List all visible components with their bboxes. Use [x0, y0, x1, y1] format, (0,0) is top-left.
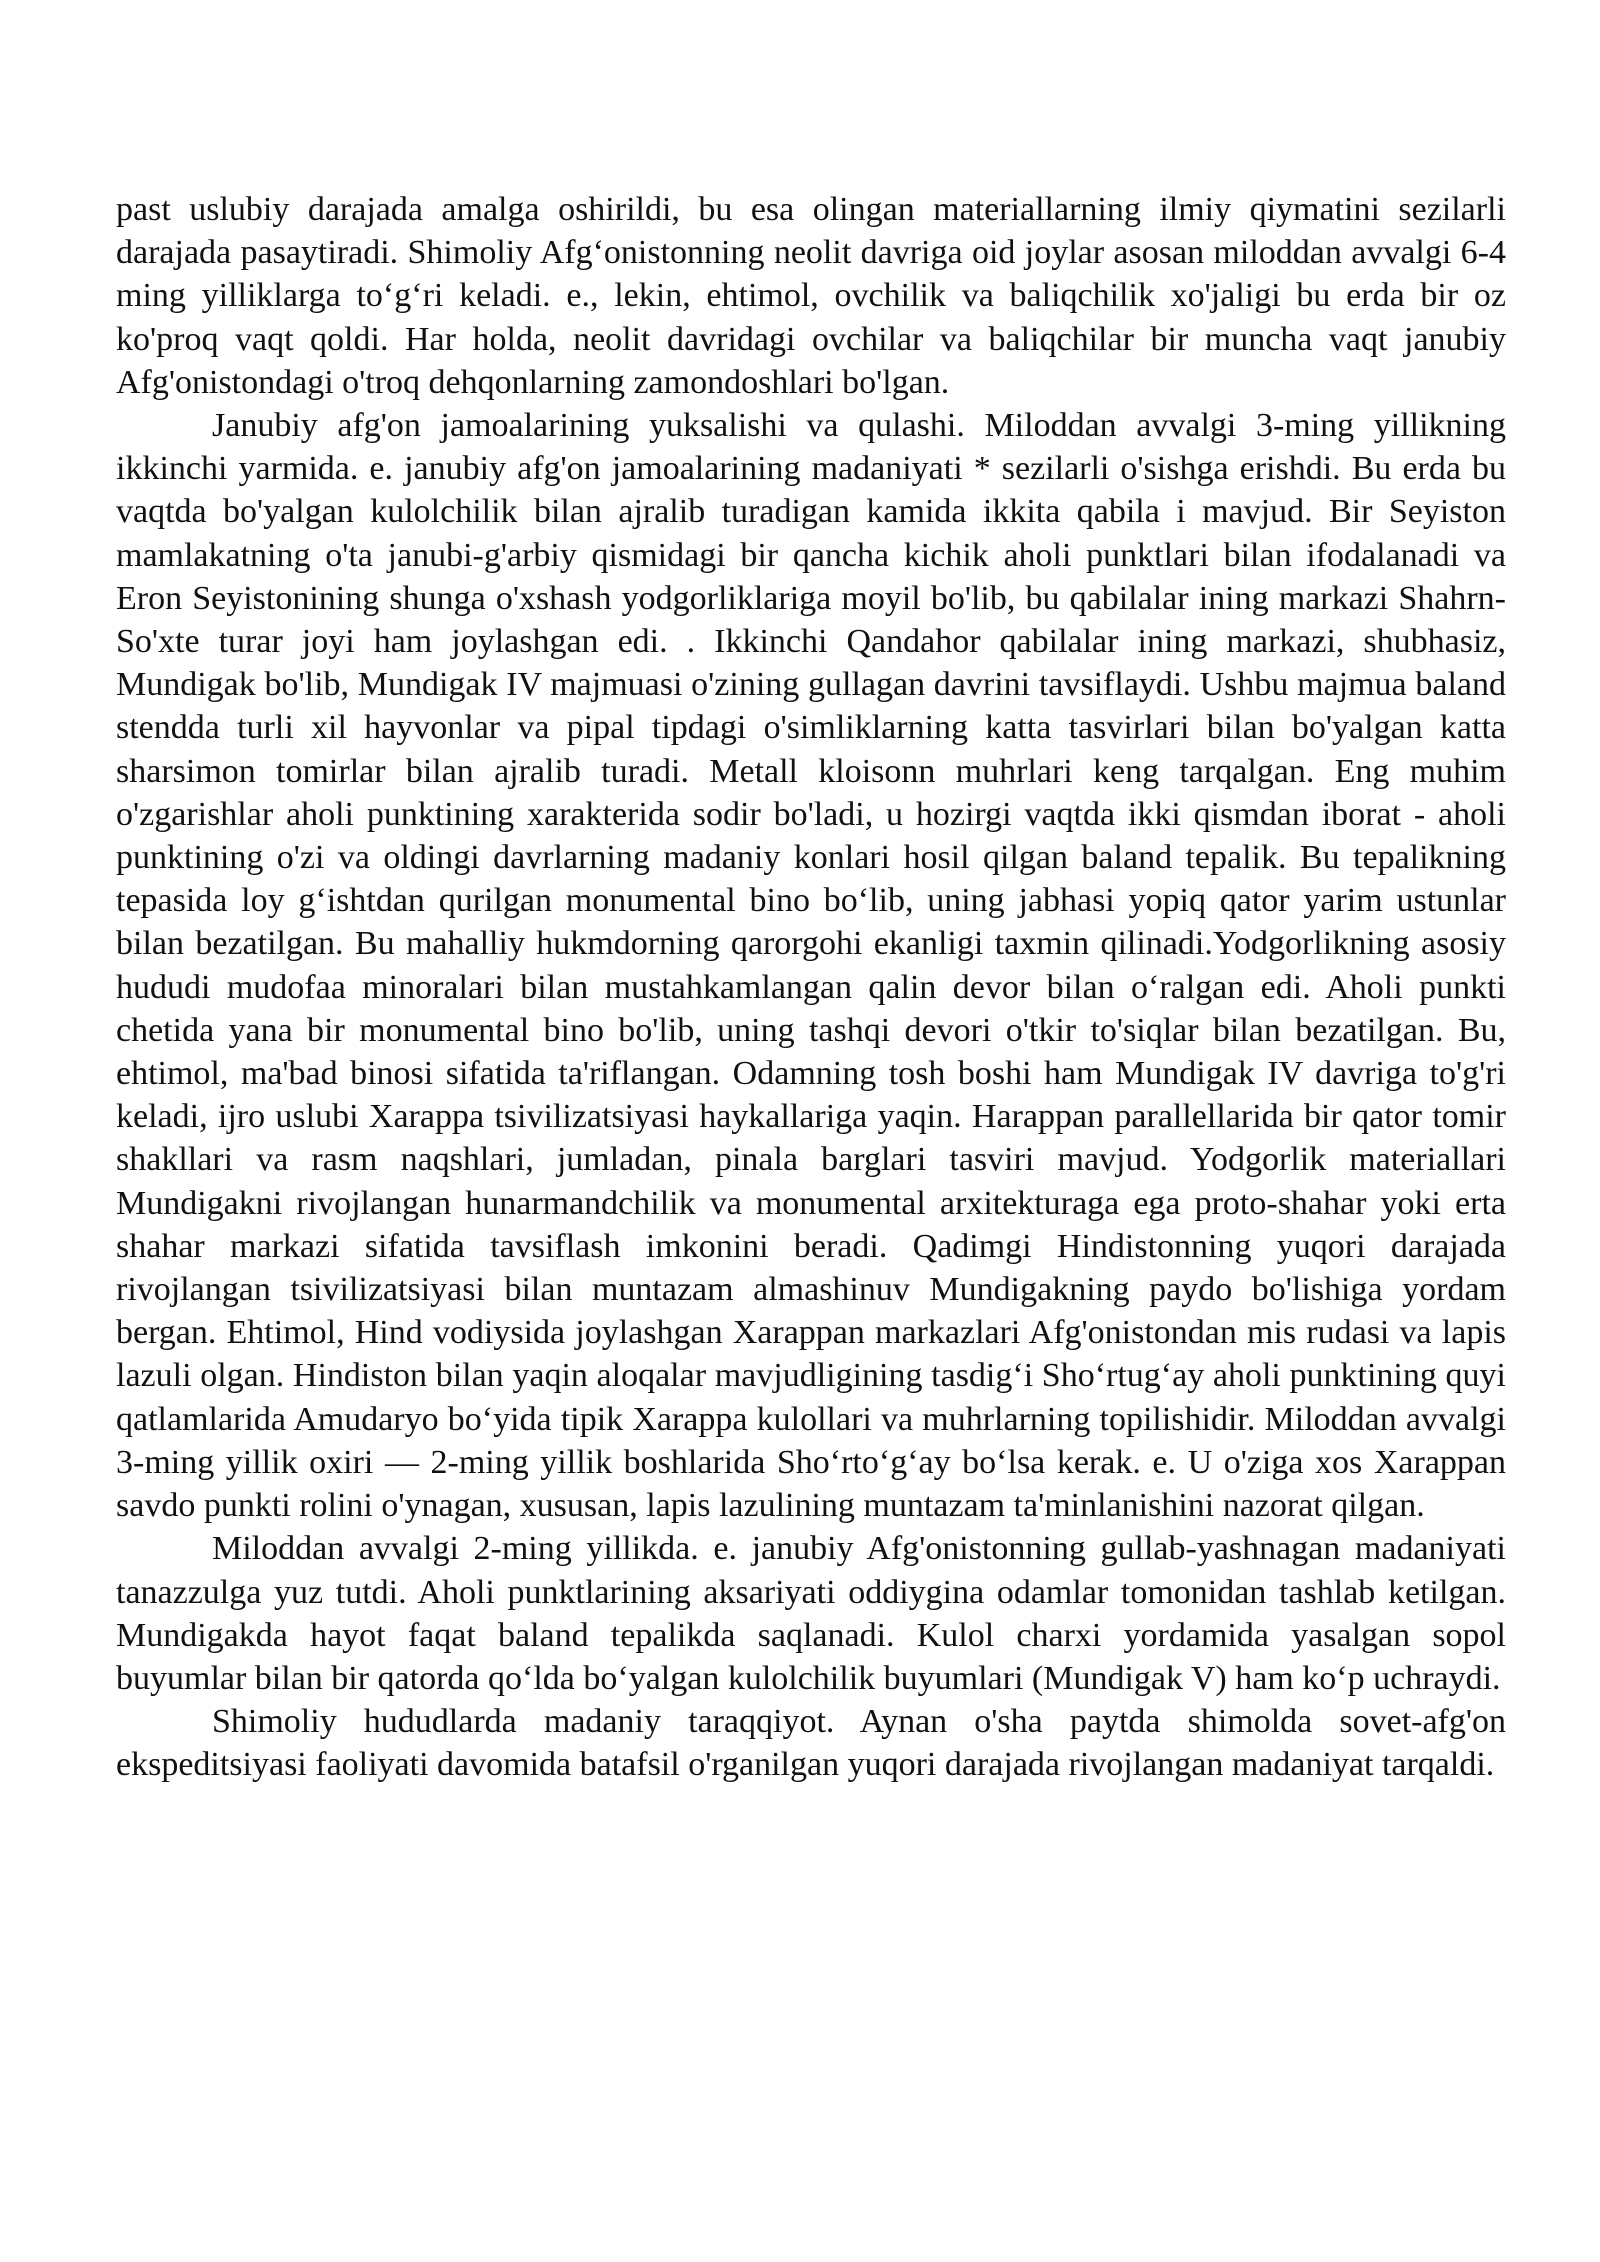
- paragraph-4: Shimoliy hududlarda madaniy taraqqiyot. Aynan o'sha paytda shimolda sovet-afg'on ekspeditsiyasi faoliyati davomida batafsil o'rganilgan yuqori darajada rivojlangan madaniyat tarqaldi.: [116, 1703, 1506, 1784]
- paragraph-2: Janubiy afg'on jamoalarining yuksalishi va qulashi. Miloddan avvalgi 3-ming yillikning ikkinchi yarmida. e. janubiy afg'on jamoalarining madaniyati * sezilarli o'sishga erishdi. Bu erda bu vaqtda bo'yalgan kulolchilik bilan ajralib turadigan kamida ikkita qabila i mavjud. Bir Seyiston mamlakatning o'ta janubi-g'arbiy qismidagi bir qancha kichik aholi punktlari bilan ifodalanadi va Eron Seyistonining shunga o'xshash yodgorliklariga moyil bo'lib, bu qabilalar ining markazi Shahrn-So'xte turar joyi ham joylashgan edi. . Ikkinchi Qandahor qabilalar ining markazi, shubhasiz, Mundigak bo'lib, Mundigak IV majmuasi o'zining gullagan davrini tavsiflaydi. Ushbu majmua baland stendda turli xil hayvonlar va pipal tipdagi o'simliklarning katta tasvirlari bilan bo'yalgan katta sharsimon tomirlar bilan ajralib turadi. Metall kloisonn muhrlari keng tarqalgan. Eng muhim o'zgarishlar aholi punktining xarakterida sodir bo'ladi, u hozirgi vaqtda ikki qismdan iborat - aholi punktining o'zi va oldingi davrlarning madaniy konlari hosil qilgan baland tepalik. Bu tepalikning tepasida loy g‘ishtdan qurilgan monumental bino bo‘lib, uning jabhasi yopiq qator yarim ustunlar bilan bezatilgan. Bu mahalliy hukmdorning qarorgohi ekanligi taxmin qilinadi.Yodgorlikning asosiy hududi mudofaa minoralari bilan mustahkamlangan qalin devor bilan o‘ralgan edi. Aholi punkti chetida yana bir monumental bino bo'lib, uning tashqi devori o'tkir to'siqlar bilan bezatilgan. Bu, ehtimol, ma'bad binosi sifatida ta'riflangan. Odamning tosh boshi ham Mundigak IV davriga to'g'ri keladi, ijro uslubi Xarappa tsivilizatsiyasi haykallariga yaqin. Harappan parallellarida bir qator tomir shakllari va rasm naqshlari, jumladan, pinala barglari tasviri mavjud. Yodgorlik materiallari Mundigakni rivojlangan hunarmandchilik va monumental arxitekturaga ega proto-shahar yoki erta shahar markazi sifatida tavsiflash imkonini beradi. Qadimgi Hindistonning yuqori darajada rivojlangan tsivilizatsiyasi bilan muntazam almashinuv Mundigakning paydo bo'lishiga yordam bergan. Ehtimol, Hind vodiysida joylashgan Xarappan markazlari Afg'onistondan mis rudasi va lapis lazuli olgan. Hindiston bilan yaqin aloqalar mavjudligining tasdig‘i Sho‘rtug‘ay aholi punktining quyi qatlamlarida Amudaryo bo‘yida tipik Xarappa kulollari va muhrlarning topilishidir. Miloddan avvalgi 3-ming yillik oxiri — 2-ming yillik boshlarida Sho‘rto‘g‘ay bo‘lsa kerak. e. U o'ziga xos Xarappan savdo punkti rolini o'ynagan, xususan, lapis lazulining muntazam ta'minlanishini nazorat qilgan.: [116, 407, 1506, 1525]
- paragraph-3: Miloddan avvalgi 2-ming yillikda. e. janubiy Afg'onistonning gullab-yashnagan madaniyati tanazzulga yuz tutdi. Aholi punktlarining aksariyati oddiygina odamlar tomonidan tashlab ketilgan. Mundigakda hayot faqat baland tepalikda saqlanadi. Kulol charxi yordamida yasalgan sopol buyumlar bilan bir qatorda qo‘lda bo‘yalgan kulolchilik buyumlari (Mundigak V) ham ko‘p uchraydi.: [116, 1530, 1506, 1697]
- document-page: [116, 188, 1506, 1787]
- paragraph-1: past uslubiy darajada amalga oshirildi, bu esa olingan materiallarning ilmiy qiymatini sezilarli darajada pasaytiradi. Shimoliy Afg‘onistonning neolit davriga oid joylar asosan miloddan avvalgi 6-4 ming yilliklarga to‘g‘ri keladi. e., lekin, ehtimol, ovchilik va baliqchilik xo'jaligi bu erda bir oz ko'proq vaqt qoldi. Har holda, neolit davridagi ovchilar va baliqchilar bir muncha vaqt janubiy Afg'onistondagi o'troq dehqonlarning zamondoshlari bo'lgan.: [116, 191, 1506, 401]
